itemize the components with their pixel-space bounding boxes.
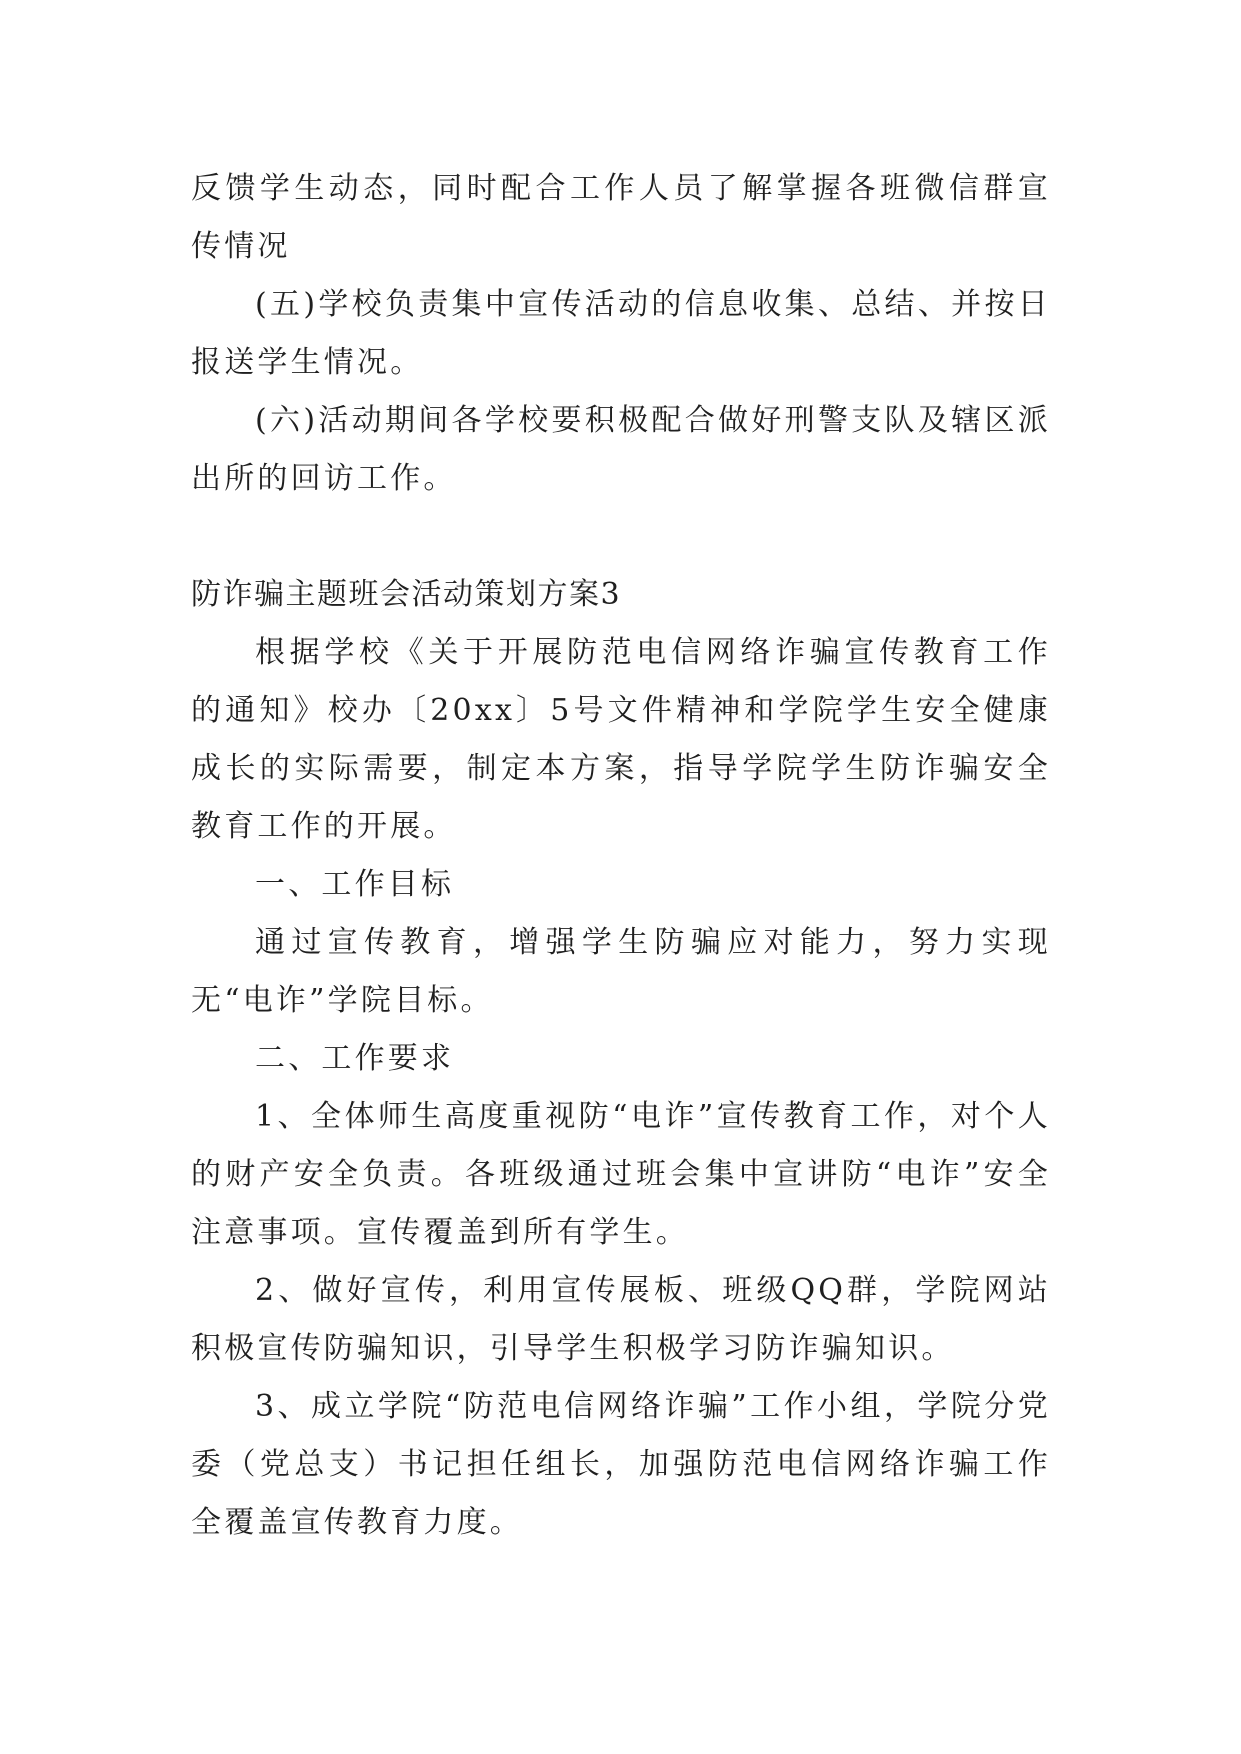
paragraph-intro: 根据学校《关于开展防范电信网络诈骗宣传教育工作的通知》校办〔20xx〕5号文件精神和学院学生安全健康成长的实际需要，制定本方案，指导学院学生防诈骗安全教育工作的开展。	[191, 635, 1051, 844]
section-title: 防诈骗主题班会活动策划方案3	[191, 577, 622, 612]
paragraph-feedback: 反馈学生动态，同时配合工作人员了解掌握各班微信群宣传情况	[191, 171, 1051, 264]
paragraph-item-5: (五)学校负责集中宣传活动的信息收集、总结、并按日报送学生情况。	[191, 287, 1051, 380]
paragraph-goals: 通过宣传教育，增强学生防骗应对能力，努力实现无“电诈”学院目标。	[191, 925, 1051, 1018]
paragraph-requirement-2: 2、做好宣传，利用宣传展板、班级QQ群，学院网站积极宣传防骗知识，引导学生积极学习防诈骗知识。	[191, 1273, 1051, 1366]
heading-work-requirements: 二、工作要求	[255, 1041, 455, 1076]
heading-work-goals: 一、工作目标	[255, 867, 455, 902]
paragraph-item-6: (六)活动期间各学校要积极配合做好刑警支队及辖区派出所的回访工作。	[191, 403, 1051, 496]
paragraph-requirement-3: 3、成立学院“防范电信网络诈骗”工作小组，学院分党委（党总支）书记担任组长，加强防范电信网络诈骗工作全覆盖宣传教育力度。	[191, 1389, 1051, 1540]
section-gap	[191, 508, 1051, 566]
document-body	[191, 160, 1051, 1552]
paragraph-requirement-1: 1、全体师生高度重视防“电诈”宣传教育工作，对个人的财产安全负责。各班级通过班会集中宣讲防“电诈”安全注意事项。宣传覆盖到所有学生。	[191, 1099, 1051, 1250]
